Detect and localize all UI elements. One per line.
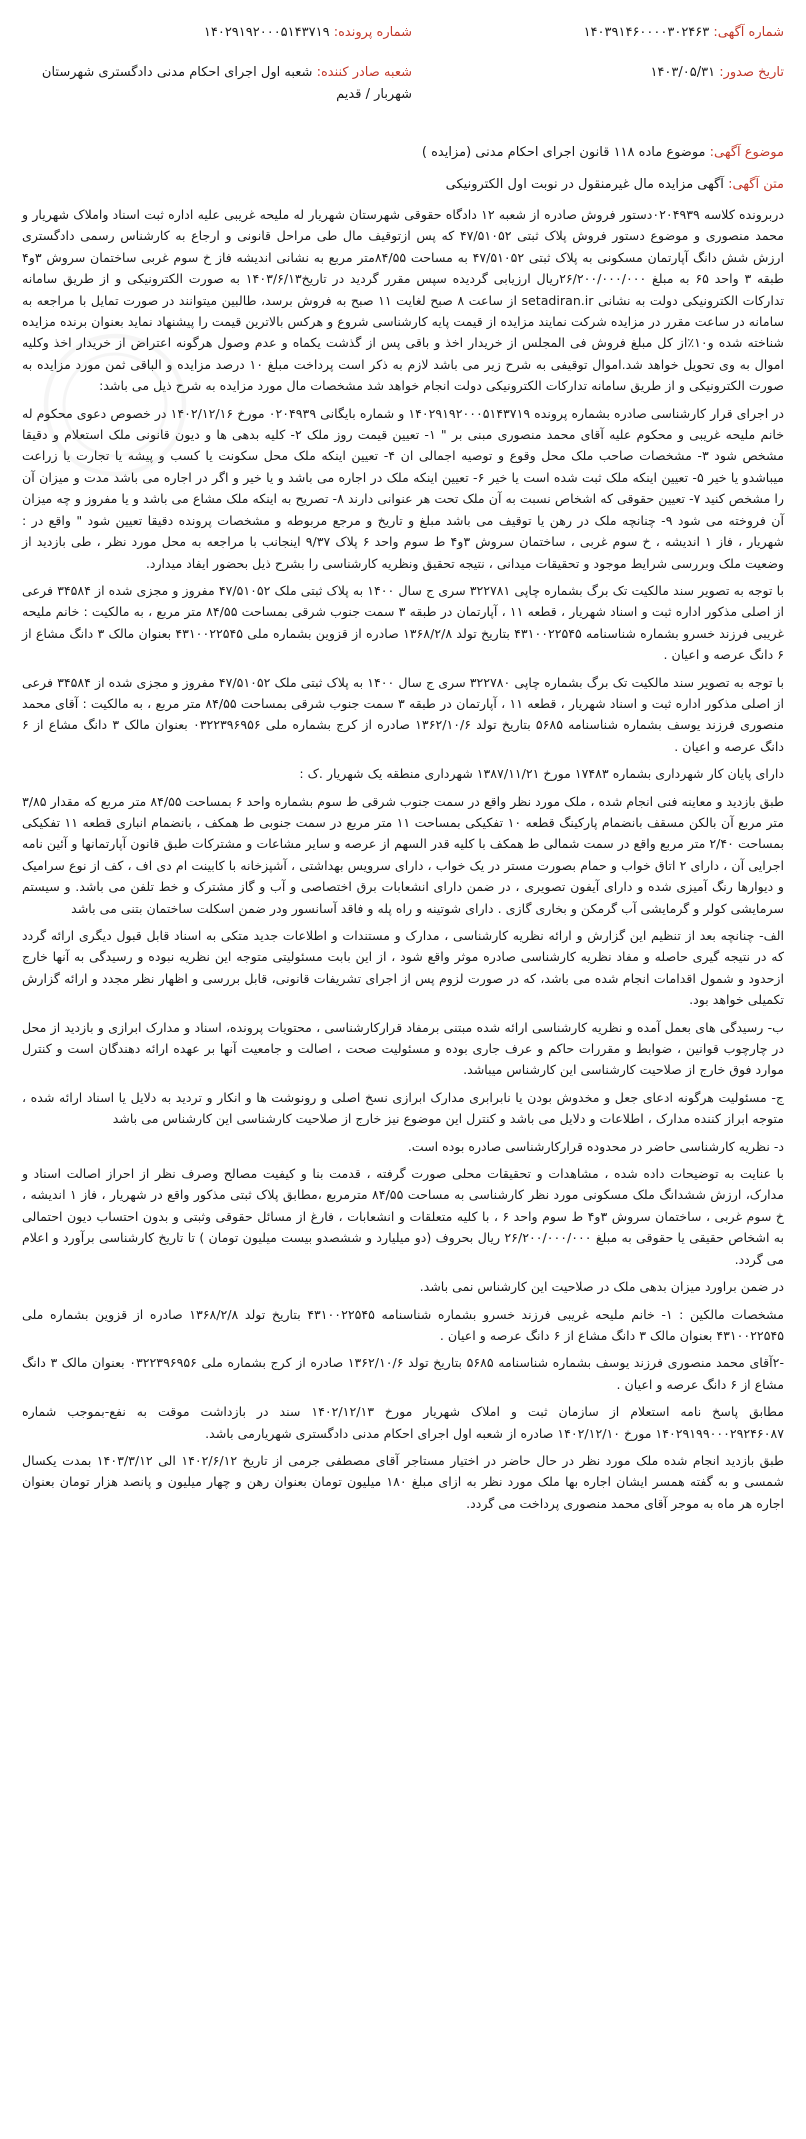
paragraph-tenant: طبق بازدید انجام شده ملک مورد نظر در حال حاضر در اختیار مستاجر آقای مصطفی جرمی از تاریخ ۱۴۰۲/۶/۱۲ الی ۱۴۰۳/۳/۱۲ بمدت یکسال شمسی و به گفته همسر ایشان اجاره بها ملک مورد نظر به ازای مبلغ ۱۸۰ میلیون تومان بعنوان رهن و چهار میلیون و پانصد هزار تومان بعنوان اجاره هر ماه به موجر آقای محمد منصوری پرداخت می گردد. [22, 1452, 784, 1511]
paragraph-clause-alef: الف- چنانچه بعد از تنظیم این گزارش و ارائه نظریه کارشناسی ، مدارک و مستندات و اطلاعات جدید متکی به اسناد قابل قبول دیگری ارائه گردد که در نتیجه گیری حاصله و مفاد نظریه کارشناسی صادره موثر واقع شود ، از این بابت مسئولیتی متوجه این نظریه نبوده و رسیدگی به آنها خارج ازحدود و شمول اقدامات انجام شده می باشد، که در صورت لزوم پس از اجرای تشریفات قانونی، قابل بررسی و اظهار نظر مجدد و ارائه گزارش تکمیلی خواهد بود. [22, 928, 784, 1008]
paragraph-deed-owner-2: با توجه به تصویر سند مالکیت تک برگ بشماره چاپی ۳۲۲۷۸۰ سری ج سال ۱۴۰۰ به پلاک ثبتی ملک ۴۷/۵۱۰۵۲ مفروز و مجزی شده از ۳۴۵۸۴ فرعی از اصلی مذکور اداره ثبت و اسناد شهریار ، قطعه ۱۱ ، آپارتمان در طبقه ۳ سمت جنوب شرقی بمساحت ۸۴/۵۵ متر مربع ، به مالکیت : آقای محمد منصوری فرزند یوسف بشماره شناسنامه ۵۶۸۵ بتاریخ تولد ۱۳۶۲/۱۰/۶ صادره از کرج بشماره ملی ۰۳۲۲۳۹۶۹۵۶ بعنوان مالک ۳ دانگ مشاع از ۶ دانگ عرصه و اعیان . [22, 674, 784, 754]
notice-header [22, 18, 784, 138]
paragraph-clause-dal: د- نظریه کارشناسی حاضر در محدوده قرارکارشناسی صادره بوده است. [407, 1138, 784, 1154]
paragraph-clause-jim: ج- مسئولیت هرگونه ادعای جعل و مخدوش بودن یا نابرابری مدارک ابرازی نسخ اصلی و رونوشت ها و انکار و تردید به دلایل یا اسناد ارائه شده ، متوجه ابراز کننده مدارک ، اطلاعات و دلایل می باشد و کنترل این موضوع نیز خارج از صلاحیت کارشناسی این کارشناس می باشد [22, 1089, 784, 1127]
issuing-branch-value: شعبه اول اجرای احکام مدنی دادگستری شهرستان شهربار / قدیم [41, 65, 412, 102]
issuing-branch-row [22, 62, 412, 106]
text-intro-value: آگهی مزایده مال غیرمنقول در نوبت اول الکترونیکی [445, 177, 724, 192]
paragraph-seizure: مطابق پاسخ نامه استعلام از سازمان ثبت و املاک شهریار مورخ ۱۴۰۲/۱۲/۱۳ سند در بازداشت موقت به نفع-بموجب شماره ۱۴۰۲۹۱۹۹۰۰۰۲۹۲۴۶۰۸۷ مورخ ۱۴۰۲/۱۲/۱۰ صادره از شعبه اول اجرای احکام مدنی دادگستری شهریارمی باشد. [22, 1404, 785, 1441]
subject-label: موضوع آگهی: [709, 145, 784, 160]
paragraph-owners-2: -۲آقای محمد منصوری فرزند یوسف بشماره شناسنامه ۵۶۸۵ بتاریخ تولد ۱۳۶۲/۱۰/۶ صادره از کرج بشماره ملی ۰۳۲۲۳۹۶۹۵۶ بعنوان مالک ۳ دانگ مشاع از ۶ دانگ عرصه و اعیان . [22, 1355, 784, 1392]
text-intro-label: متن آگهی: [728, 177, 784, 192]
issue-date-row [650, 62, 784, 84]
ad-number-row [584, 22, 784, 44]
issue-date-value: ۱۴۰۳/۰۵/۳۱ [650, 65, 716, 80]
issuing-branch-label: شعبه صادر کننده: [316, 65, 412, 80]
paragraph-clause-be: ب- رسیدگی های بعمل آمده و نظریه کارشناسی ارائه شده مبتنی برمفاد قرارکارشناسی ، محتویات پرونده، اسناد و مدارک ابرازی و بازدید از محل در چارچوب قوانین ، ضوابط و مقررات حاکم و عرف جاری بوده و مسئولیت صحت ، اصالت و جامعیت آنها بر عهده ارائه دهندگان است و کنترل موارد فوق خارج از صلاحیت کارشناسی این کارشناس میباشد. [22, 1019, 784, 1078]
subject-row [22, 142, 784, 164]
paragraph-completion-certificate: دارای پایان کار شهرداری بشماره ۱۷۴۸۳ مورخ ۱۳۸۷/۱۱/۲۱ شهرداری منطقه یک شهریار .ک : [299, 766, 784, 782]
file-number-row [204, 22, 412, 44]
text-intro-row [22, 174, 784, 196]
issue-date-label: تاریخ صدور: [719, 65, 784, 80]
file-number-value: ۱۴۰۲۹۱۹۲۰۰۰۵۱۴۳۷۱۹ [203, 25, 330, 40]
paragraph-sale-order: دربرونده کلاسه ۰۲۰۴۹۳۹دستور فروش صادره از شعبه ۱۲ دادگاه حقوقی شهرستان شهریار له ملیحه غریبی علیه اداره ثبت اسناد واملاک شهریار و محمد منصوری و موضوع دستور فروش پلاک ثبتی ۴۷/۵۱۰۵۲ که پس ازتوقیف مال طی مراحل قانونی و ارجاع به کارشناس رسمی دادگستری ارزش شش دانگ آپارتمان مسکونی به پلاک ثبتی ۴۷/۵۱۰۵۲ به مساحت ۸۴/۵۵متر مربع به نشانی اندیشه فاز خ سوم غربی ساختمان سروش ۳و۴ طبقه ۳ واحد ۶۵ به مبلغ ۲۶/۲۰۰/۰۰۰/۰۰۰ریال ارزیابی گردیده سپس مقرر گردید در تاریخ۱۴۰۳/۶/۱۳ به صورت الکترونیکی و از طریق سامانه تدارکات الکترونیکی دولت به نشانی setadiran.ir از ساعت ۸ صبح لغایت ۱۱ صبح به فروش برسد، طالبین میتوانند در صورت تمایل با مراجعه به سامانه در ساعت مقرر در مزایده شرکت نمایند مزایده از قیمت پایه کارشناسی شروع و هرکس بالاترین قیمت را پیشنهاد نماید بعنوان برنده مزایده شناخته شده و۱۰٪از کل مبلغ فروش فی المجلس از خریدار اخذ و باقی پس از گذشت یکماه و عدم وصول هرگونه اعتراض از خریدار اخذ وکلیه اموال به وی تحویل خواهد شد.اموال توقیفی به شرح زیر می باشد لازم به ذکر است پرداخت مبلغ ۱۰ درصد مزایده و الباقی ثمن مورد مزایده به صورت الکترونیکی و از طریق سامانه تدارکات الکترونیکی دولت انجام خواهد شد مشخصات مال مورد مزایده به شرح ذیل می باشد: [22, 207, 785, 394]
ad-number-value: ۱۴۰۳۹۱۴۶۰۰۰۰۳۰۲۴۶۳ [583, 25, 710, 40]
subject-value: موضوع ماده ۱۱۸ قانون اجرای احکام مدنی (مزایده ) [421, 145, 706, 160]
paragraph-owners-1: مشخصات مالکین : ۱- خانم ملیحه غریبی فرزند خسرو بشماره شناسنامه ۴۳۱۰۰۲۲۵۴۵ بتاریخ تولد ۱۳۶۸/۲/۸ صادره از قزوین بشماره ملی ۴۳۱۰۰۲۲۵۴۵ بعنوان مالک ۳ دانگ مشاع از ۶ دانگ عرصه و اعیان . [22, 1306, 784, 1343]
paragraph-inspection: طبق بازدید و معاینه فنی انجام شده ، ملک مورد نظر واقع در سمت جنوب شرقی ط سوم بشماره واحد ۶ بمساحت ۸۴/۵۵ متر مربع که مقدار ۳/۸۵ متر مربع آن بالکن مسقف بانضمام پارکینگ قطعه ۱۰ تفکیکی بمساحت ۱۱ متر مربع در سمت جنوبی ط همکف ، بانضمام انباری قطعه ۱۱ تفکیکی بمساحت ۲/۴۰ متر مربع واقع در سمت شمالی ط همکف با کلیه قدر السهم از عرصه و سایر مشاعات و مشترکات طبق قانون آپارتمانها و آئین نامه اجرایی آن ، دارای ۲ اتاق خواب و حمام بصورت مستر در یک خواب ، دارای سرویس بهداشتی ، آشپزخانه با کابینت ام دی اف ، کف از نوع سرامیک و دیوارها رنگ آمیزی شده و دارای آیفون تصویری ، در ضمن دارای انشعابات برق اختصاصی و آب و گاز مشترک و خط تلفن می باشد. و سیستم سرمایشی کولر و گرمایشی آب گرمکن و بخاری گازی . دارای شوتینه و راه پله و فاقد آسانسور ودر ضمن اسکلت ساختمان بتنی می باشد [22, 793, 785, 916]
file-number-label: شماره پرونده: [333, 25, 412, 40]
notice-body [22, 204, 784, 1514]
ad-number-label: شماره آگهی: [713, 25, 784, 40]
paragraph-expert-order: در اجرای قرار کارشناسی صادره بشماره پرونده ۱۴۰۲۹۱۹۲۰۰۰۵۱۴۳۷۱۹ و شماره بایگانی ۰۲۰۴۹۳۹ مورخ ۱۴۰۲/۱۲/۱۶ در خصوص دعوی محکوم له خانم ملیحه غریبی و محکوم علیه آقای محمد منصوری مبنی بر " ۱- تعیین قیمت روز ملک ۲- کلیه بدهی ها و دیون قانونی ملک استعلام و دقیقا مشخص شود ۳- مشخصات صاحب ملک محل وقوع و توصیه اجمالی ان ۴- تعیین اینکه ملک محل سکونت یا کسب و پیشه یا تجارت یا زراعت میباشدو یا خیر ۵- تعیین اینکه ملک ثبت شده است یا خیر ۶- تعیین اینکه ملک در اجاره می باشد و یا خیر و اگر در اجاره می باشد مدت و میزان آن را مشخص کنید ۷- تعیین حقوقی که اشخاص نسبت به آن ملک تحت هر عنوانی دارند ۸- تصریح به اینکه ملک مشاع می باشد و یا مفروز و چه میزان آن فروخته می شود ۹- چنانچه ملک در رهن یا توقیف می باشد مبلغ و تاریخ و مرجع مربوطه و مشخصات پرونده دقیقا تعیین شود " واقع در : شهریار ، فاز ۱ اندیشه ، خ سوم غربی ، ساختمان سروش ۳و۴ ط سوم واحد ۶ پلاک ۹/۳۷ اینجانب با مراجعه به محل مورد نظر ، طی بازدید از وضعیت ملک وبررسی شرایط موجود و تحقیقات میدانی ، نتیجه تحقیق ونظریه کارشناسی را بشرح ذیل بحضور ایفاد میدارد. [22, 405, 785, 571]
paragraph-deed-owner-1: با توجه به تصویر سند مالکیت تک برگ بشماره چاپی ۳۲۲۷۸۱ سری ج سال ۱۴۰۰ به پلاک ثبتی ملک ۴۷/۵۱۰۵۲ مفروز و مجزی شده از ۳۴۵۸۴ فرعی از اصلی مذکور اداره ثبت و اسناد شهریار ، قطعه ۱۱ ، آپارتمان در طبقه ۳ سمت جنوب شرقی بمساحت ۸۴/۵۵ متر مربع ، به مالکیت : خانم ملیحه غریبی فرزند خسرو بشماره شناسنامه ۴۳۱۰۰۲۲۵۴۵ بتاریخ تولد ۱۳۶۸/۲/۸ صادره از قزوین بشماره ملی ۴۳۱۰۰۲۲۵۴۵ بعنوان مالک ۳ دانگ مشاع از ۶ دانگ عرصه و اعیان . [22, 582, 785, 663]
paragraph-debt-note: در ضمن براورد میزان بدهی ملک در صلاحیت این کارشناس نمی باشد. [419, 1279, 784, 1295]
paragraph-valuation: با عنایت به توضیحات داده شده ، مشاهدات و تحقیقات محلی صورت گرفته ، قدمت بنا و کیفیت مصالح وصرف نظر از احراز اصالت اسناد و مدارک، ارزش ششدانگ ملک مسکونی مورد نظر کارشناسی به مساحت ۸۴/۵۵ مترمربع ،مطابق پلاک ثبتی مذکور واقع در شهریار ، فاز ۱ اندیشه ، خ سوم غربی ، ساختمان سروش ۳و۴ ط سوم واحد ۶ ، با کلیه متعلقات و انشعابات ، فارغ از مسائل حقوقی وثبتی و بدون احتساب دیون احتمالی به اشخاص حقیقی یا حقوقی به مبلغ ۲۶/۲۰۰/۰۰۰/۰۰۰ ریال بحروف (دو میلیارد و ششصدو بیست میلیون تومان ) تا تاریخ کارشناسی برآورد و اعلام می گردد. [22, 1166, 785, 1267]
